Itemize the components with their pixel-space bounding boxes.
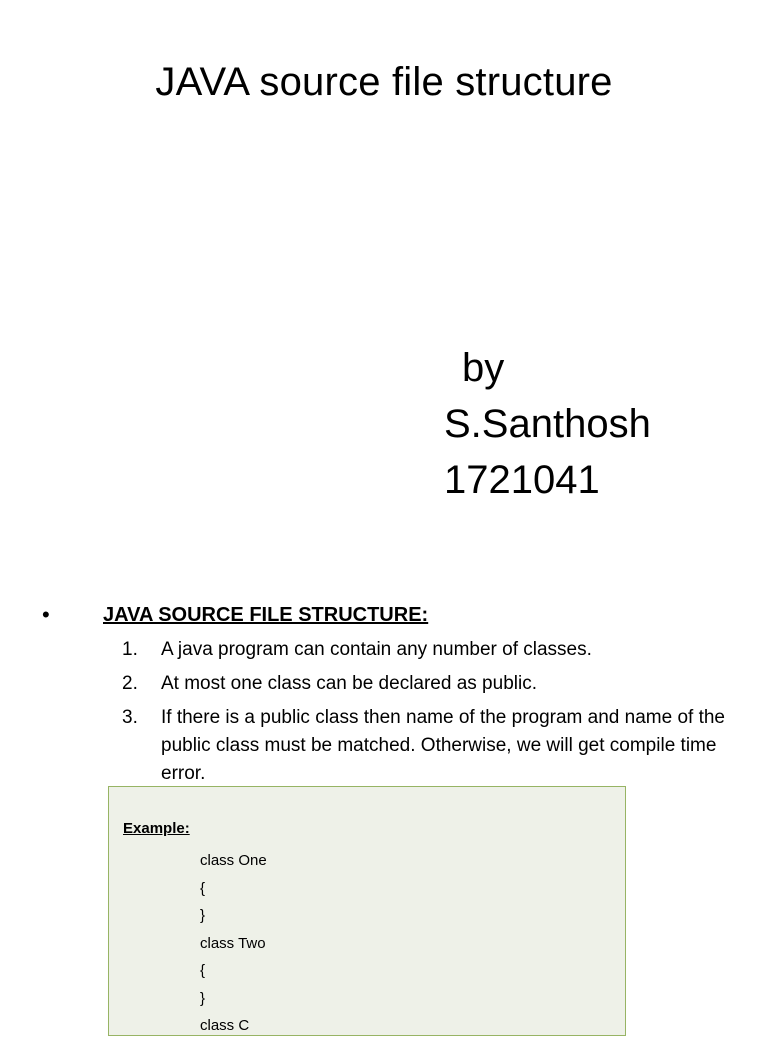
step-text: If there is a public class then name of the program and name of the public class must be matched. Otherwise, we will get compile time error.: [161, 707, 725, 784]
example-box: [108, 786, 626, 1036]
step-text: A java program can contain any number of classes.: [161, 639, 592, 660]
code-line: class Two: [200, 934, 266, 952]
code-line: {: [200, 879, 206, 897]
author-block: [444, 340, 651, 508]
step-number: 2.: [122, 673, 138, 694]
code-line: class C: [200, 1017, 250, 1034]
code-block: [200, 847, 267, 1040]
code-line: {: [200, 962, 206, 979]
author-name: S.Santhosh: [444, 402, 651, 446]
code-line: class One: [200, 852, 267, 869]
steps-list: [122, 636, 742, 794]
step-number: 3.: [122, 707, 138, 728]
bullet-icon: •: [42, 602, 50, 627]
step-text: At most one class can be declared as public.: [161, 673, 537, 694]
content-slide: [0, 580, 768, 1034]
code-line: }: [200, 907, 206, 924]
code-line: }: [200, 989, 206, 1007]
slide-title: JAVA source file structure: [155, 60, 613, 104]
list-item: [122, 704, 742, 788]
section-heading: JAVA SOURCE FILE STRUCTURE:: [103, 604, 429, 626]
list-item: [122, 636, 742, 664]
example-label: Example:: [123, 820, 190, 837]
step-number: 1.: [122, 639, 138, 660]
author-by: by: [462, 346, 505, 390]
author-id: 1721041: [444, 458, 600, 502]
list-item: [122, 670, 742, 698]
